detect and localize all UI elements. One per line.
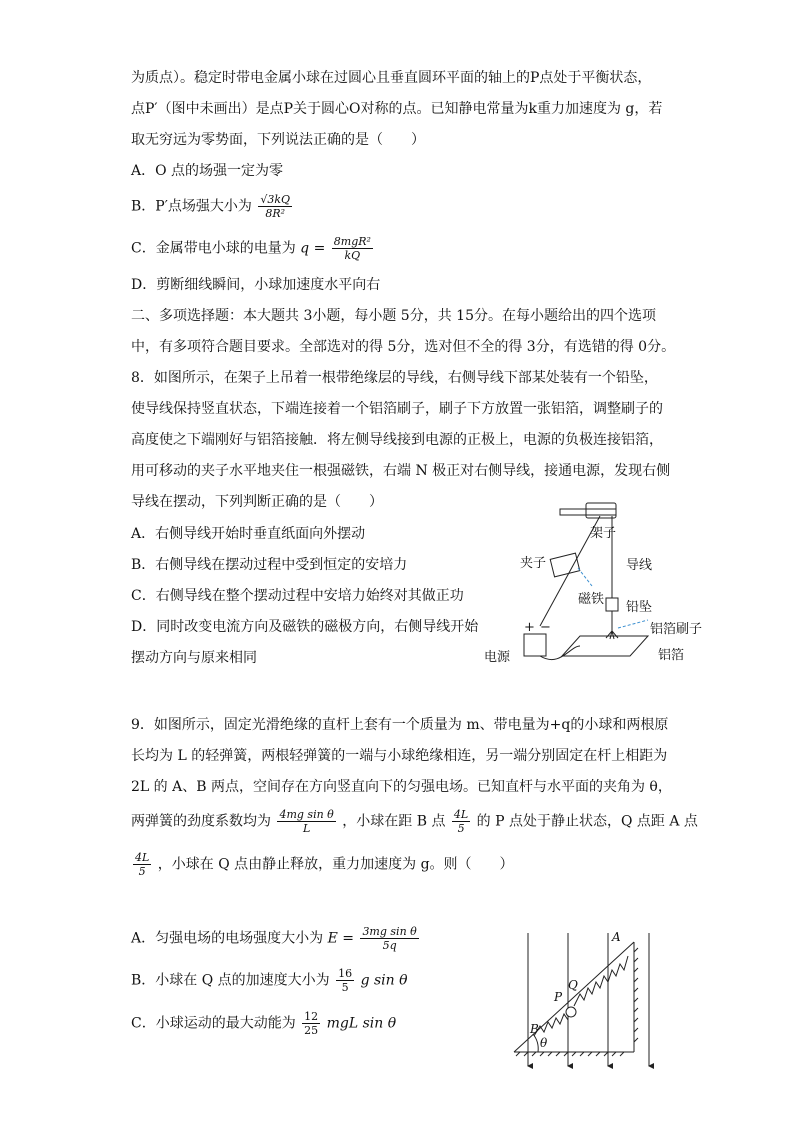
power-supply bbox=[524, 634, 546, 656]
q8-line-5: 导线在摆动，下列判断正确的是（ ） bbox=[131, 494, 383, 510]
q9-figure-drawing bbox=[506, 928, 666, 1073]
foil-label: 铝箔 bbox=[658, 648, 685, 663]
wall-hatch bbox=[634, 948, 638, 1042]
clip-body bbox=[550, 553, 580, 577]
brush-pointer bbox=[618, 620, 648, 628]
q9-line-5 bbox=[131, 851, 514, 878]
q8-option-d-line-1: D．同时改变电流方向及磁铁的磁极方向，右侧导线开始 bbox=[131, 619, 479, 635]
brush bbox=[606, 611, 618, 639]
foil-sheet bbox=[562, 636, 648, 656]
q9-option-c-fraction bbox=[302, 1010, 320, 1037]
q9-option-c bbox=[131, 1010, 396, 1037]
fraction-denominator: 5 bbox=[457, 822, 465, 835]
frame-head bbox=[586, 503, 616, 518]
q9-option-a-fraction bbox=[360, 925, 418, 952]
q9-line-5-post: ，小球在 Q 点由静止释放，重力加速度为 g。则（ ） bbox=[157, 856, 514, 873]
q9-line-4 bbox=[131, 808, 698, 835]
fraction-numerator: 4mg sin θ bbox=[279, 808, 334, 821]
q7-line-3: 取无穷远为零势面，下列说法正确的是（ ） bbox=[131, 132, 425, 148]
ball bbox=[566, 1007, 576, 1017]
q8-option-c: C．右侧导线在整个摆动过程中安培力始终对其做正功 bbox=[131, 588, 464, 604]
q9-option-a-text: A．匀强电场的电场强度大小为 bbox=[131, 930, 324, 947]
fraction-denominator: kQ bbox=[344, 249, 361, 262]
minus-sign: − bbox=[540, 620, 551, 635]
q8-line-1: 8．如图所示，在架子上吊着一根带绝缘层的导线，右侧导线下部某处装有一个铅坠， bbox=[131, 370, 658, 386]
q8-figure bbox=[480, 496, 720, 668]
q8-option-b: B．右侧导线在摆动过程中受到恒定的安培力 bbox=[131, 557, 408, 573]
q9-option-c-text: C．小球运动的最大动能为 bbox=[131, 1015, 296, 1032]
fraction-numerator: 12 bbox=[304, 1010, 319, 1023]
q8-option-a: A．右侧导线开始时垂直纸面向外摆动 bbox=[131, 526, 366, 542]
q9-option-a bbox=[131, 925, 421, 952]
q7-option-b-text: B．P′点场强大小为 bbox=[131, 198, 252, 215]
q8-line-3: 高度使之下端刚好与铝箔接触．将左侧导线接到电源的正极上，电源的负极连接铝箔， bbox=[131, 432, 663, 448]
q9-option-a-eq: E = bbox=[327, 930, 354, 947]
q9-line-2: 长均为 L 的轻弹簧，两根轻弹簧的一端与小球绝缘相连，另一端分别固定在杆上相距为 bbox=[131, 748, 668, 764]
wire-label: 导线 bbox=[626, 558, 653, 573]
fraction-numerator: 4L bbox=[453, 808, 469, 821]
q8-option-d-line-2: 摆动方向与原来相同 bbox=[131, 650, 257, 666]
point-p-label: P bbox=[554, 990, 563, 1004]
fraction-denominator: 5 bbox=[138, 865, 146, 878]
q7-line-2: 点P′（图中未画出）是点P关于圆心O对称的点。已知静电常量为k重力加速度为 g，若 bbox=[131, 101, 663, 117]
distance-fraction bbox=[452, 808, 470, 835]
fraction-numerator: 4L bbox=[135, 851, 150, 864]
plus-sign: + bbox=[524, 620, 535, 635]
q9-line-3: 2L 的 A、B 两点，空间存在方向竖直向下的匀强电场。已知直杆与水平面的夹角为 θ， bbox=[131, 779, 672, 795]
lower-spring bbox=[534, 1014, 568, 1036]
q9-line-4-pre: 两弹簧的劲度系数均为 bbox=[131, 813, 271, 830]
spring-constant-fraction bbox=[277, 808, 335, 835]
fraction-denominator: 8R² bbox=[265, 207, 286, 220]
q8-line-4: 用可移动的夹子水平地夹住一根强磁铁，右端 N 极正对右侧导线，接通电源，发现右侧 bbox=[131, 463, 671, 479]
section2-line-1: 二、多项选择题：本大题共 3小题，每小题 5分，共 15分。在每小题给出的四个选项 bbox=[131, 308, 656, 324]
power-label: 电源 bbox=[484, 650, 511, 665]
q9-option-b-fraction bbox=[336, 967, 354, 994]
q9-option-b bbox=[131, 967, 408, 994]
q7-option-c bbox=[131, 235, 375, 262]
q7-option-c-fraction bbox=[332, 235, 373, 262]
q7-option-d: D．剪断细线瞬间，小球加速度水平向右 bbox=[131, 277, 381, 293]
q7-option-a: A．O 点的场强一定为零 bbox=[131, 163, 284, 179]
fraction-numerator: 8mgR² bbox=[333, 235, 371, 248]
q9-option-b-text: B．小球在 Q 点的加速度大小为 bbox=[131, 972, 330, 989]
frame-bar bbox=[560, 509, 616, 515]
q7-option-c-eq: q = bbox=[300, 240, 326, 257]
theta-label: θ bbox=[540, 1036, 548, 1050]
angle-arc bbox=[533, 1034, 538, 1052]
point-q-label: Q bbox=[568, 978, 578, 992]
clip-label: 夹子 bbox=[520, 556, 547, 571]
point-a-label: A bbox=[612, 930, 621, 944]
q7-option-c-text: C．金属带电小球的电量为 bbox=[131, 240, 296, 257]
q9-line-4-post: 的 P 点处于静止状态，Q 点距 A 点 bbox=[476, 813, 698, 830]
q7-line-1: 为质点）。稳定时带电金属小球在过圆心且垂直圆环平面的轴上的P点处于平衡状态， bbox=[131, 70, 652, 86]
magnet-label: 磁铁 bbox=[578, 592, 605, 607]
fraction-numerator: 3mg sin θ bbox=[362, 925, 417, 938]
q9-line-4-mid: ，小球在距 B 点 bbox=[342, 813, 446, 830]
weight-label: 铅坠 bbox=[626, 600, 653, 615]
q9-option-c-post: mgL sin θ bbox=[326, 1015, 397, 1032]
fraction-denominator: L bbox=[302, 822, 311, 835]
fraction-numerator: √3kQ bbox=[260, 193, 291, 206]
q9-option-b-post: g sin θ bbox=[360, 972, 408, 989]
distance-fraction bbox=[133, 851, 151, 878]
section2-line-2: 中，有多项符合题目要求。全部选对的得 5分，选对但不全的得 3分，有选错的得 0分。 bbox=[131, 339, 676, 355]
fraction-denominator: 5q bbox=[382, 939, 397, 952]
lead-weight bbox=[606, 598, 618, 611]
point-b-label: B bbox=[530, 1022, 539, 1036]
brush-label: 铝箔刷子 bbox=[650, 622, 703, 637]
upper-spring bbox=[574, 956, 628, 1006]
q9-line-1: 9．如图所示，固定光滑绝缘的直杆上套有一个质量为 m、带电量为+q的小球和两根原 bbox=[131, 717, 669, 733]
q7-option-b-fraction bbox=[258, 193, 292, 220]
fraction-denominator: 5 bbox=[341, 981, 349, 994]
frame-label: 架子 bbox=[590, 526, 617, 541]
fraction-denominator: 25 bbox=[304, 1024, 319, 1037]
fraction-numerator: 16 bbox=[338, 967, 353, 980]
q7-option-b bbox=[131, 193, 294, 220]
q9-figure bbox=[506, 928, 666, 1073]
q8-line-2: 使导线保持竖直状态，下端连接着一个铝箔刷子，刷子下方放置一张铝箔，调整刷子的 bbox=[131, 401, 663, 417]
